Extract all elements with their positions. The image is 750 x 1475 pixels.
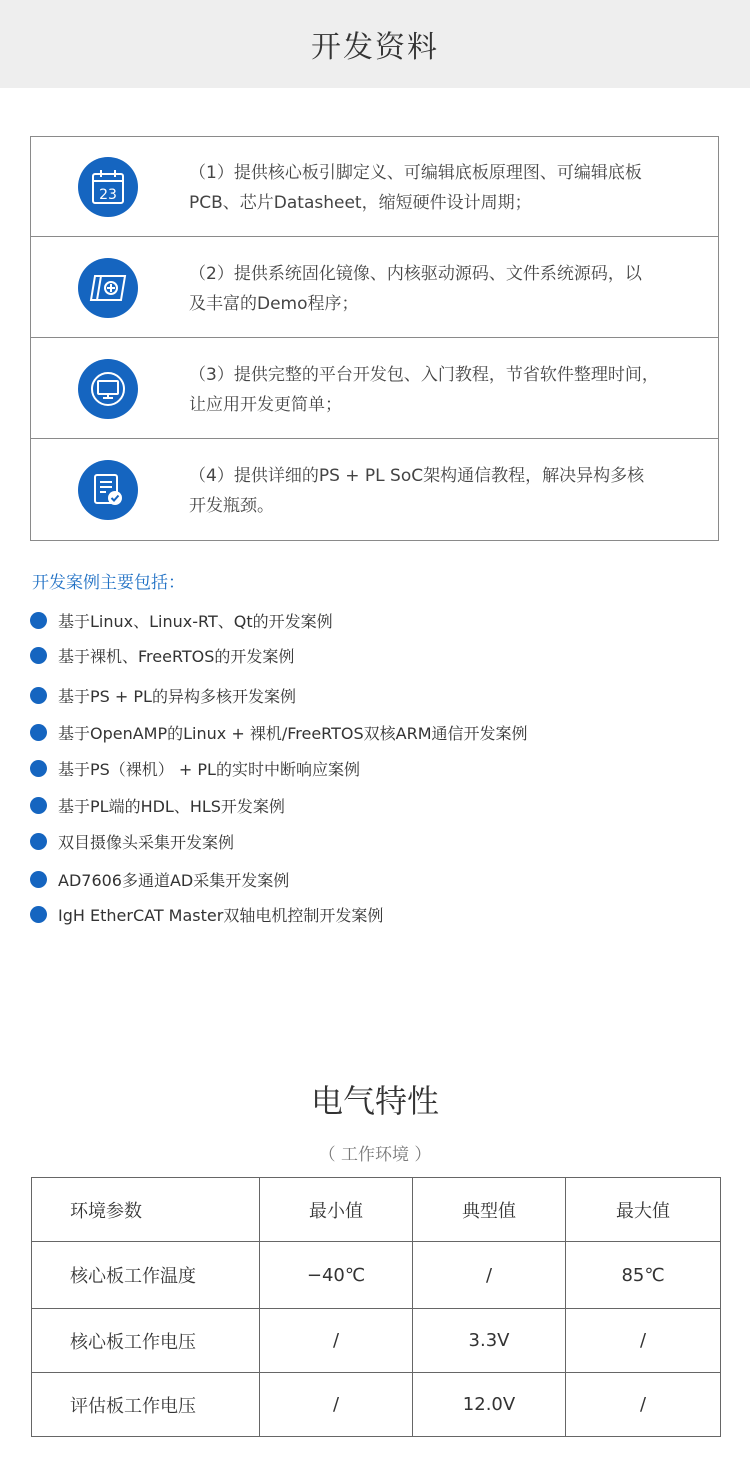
- list-item: 基于PS（裸机） + PL的实时中断响应案例: [30, 754, 630, 782]
- document-check-icon: [78, 460, 138, 520]
- bullet-icon: [30, 647, 47, 664]
- table-cell: 核心板工作温度: [32, 1242, 260, 1309]
- table-row: [32, 1373, 721, 1437]
- list-item: AD7606多通道AD采集开发案例: [30, 865, 630, 893]
- bullet-icon: [30, 760, 47, 777]
- table-cell: /: [260, 1373, 413, 1437]
- table-cell: 评估板工作电压: [32, 1373, 260, 1437]
- list-item: 基于OpenAMP的Linux + 裸机/FreeRTOS双核ARM通信开发案例: [30, 718, 630, 746]
- calendar-icon: [78, 157, 138, 217]
- table-cell: /: [566, 1373, 721, 1437]
- bullet-icon: [30, 833, 47, 850]
- cases-title: 开发案例主要包括：: [32, 573, 185, 593]
- resource-text: （4）提供详细的PS + PL SoC架构通信教程，解决异构多核 开发瓶颈。: [189, 466, 645, 516]
- resources-box: [30, 136, 719, 541]
- table-cell: 3.3V: [413, 1309, 566, 1373]
- bullet-icon: [30, 687, 47, 704]
- resource-row: [31, 339, 718, 439]
- monitor-icon: [78, 359, 138, 419]
- bullet-icon: [30, 724, 47, 741]
- electrical-title: 电气特性: [310, 1082, 439, 1120]
- table-row: [32, 1242, 721, 1309]
- table-header: 环境参数: [32, 1178, 260, 1242]
- table-cell: 核心板工作电压: [32, 1309, 260, 1373]
- list-item: IgH EtherCAT Master双轴电机控制开发案例: [30, 900, 630, 928]
- table-cell: 85℃: [566, 1242, 721, 1309]
- bullet-icon: [30, 906, 47, 923]
- list-item: 双目摄像头采集开发案例: [30, 827, 630, 855]
- list-item: 基于Linux、Linux-RT、Qt的开发案例: [30, 606, 630, 634]
- bullet-icon: [30, 612, 47, 629]
- resource-text: （1）提供核心板引脚定义、可编辑底板原理图、可编辑底板 PCB、芯片Datasheet，缩短硬件设计周期；: [189, 163, 642, 213]
- table-header: 最大值: [566, 1178, 721, 1242]
- table-header-row: [32, 1178, 721, 1242]
- resource-text: （3）提供完整的平台开发包、入门教程，节省软件整理时间， 让应用开发更简单；: [189, 365, 659, 415]
- page-title: 开发资料: [311, 30, 439, 65]
- table-cell: 12.0V: [413, 1373, 566, 1437]
- table-row: [32, 1309, 721, 1373]
- bullet-icon: [30, 797, 47, 814]
- list-item: 基于PL端的HDL、HLS开发案例: [30, 791, 630, 819]
- list-item: 基于PS + PL的异构多核开发案例: [30, 681, 630, 709]
- resource-text: （2）提供系统固化镜像、内核驱动源码、文件系统源码，以 及丰富的Demo程序；: [189, 264, 642, 314]
- table-cell: /: [260, 1309, 413, 1373]
- software-package-icon: [78, 258, 138, 318]
- table-header: 典型值: [413, 1178, 566, 1242]
- list-item: 基于裸机、FreeRTOS的开发案例: [30, 641, 630, 669]
- table-cell: /: [413, 1242, 566, 1309]
- calendar-number: 23: [99, 187, 117, 203]
- header-band: [0, 0, 750, 88]
- bullet-icon: [30, 871, 47, 888]
- resource-row: [31, 440, 718, 541]
- electrical-subtitle: （ 工作环境 ）: [318, 1145, 432, 1165]
- table-cell: −40℃: [260, 1242, 413, 1309]
- spec-table: [31, 1177, 721, 1437]
- table-cell: /: [566, 1309, 721, 1373]
- table-header: 最小值: [260, 1178, 413, 1242]
- resource-row: [31, 137, 718, 237]
- resource-row: [31, 238, 718, 338]
